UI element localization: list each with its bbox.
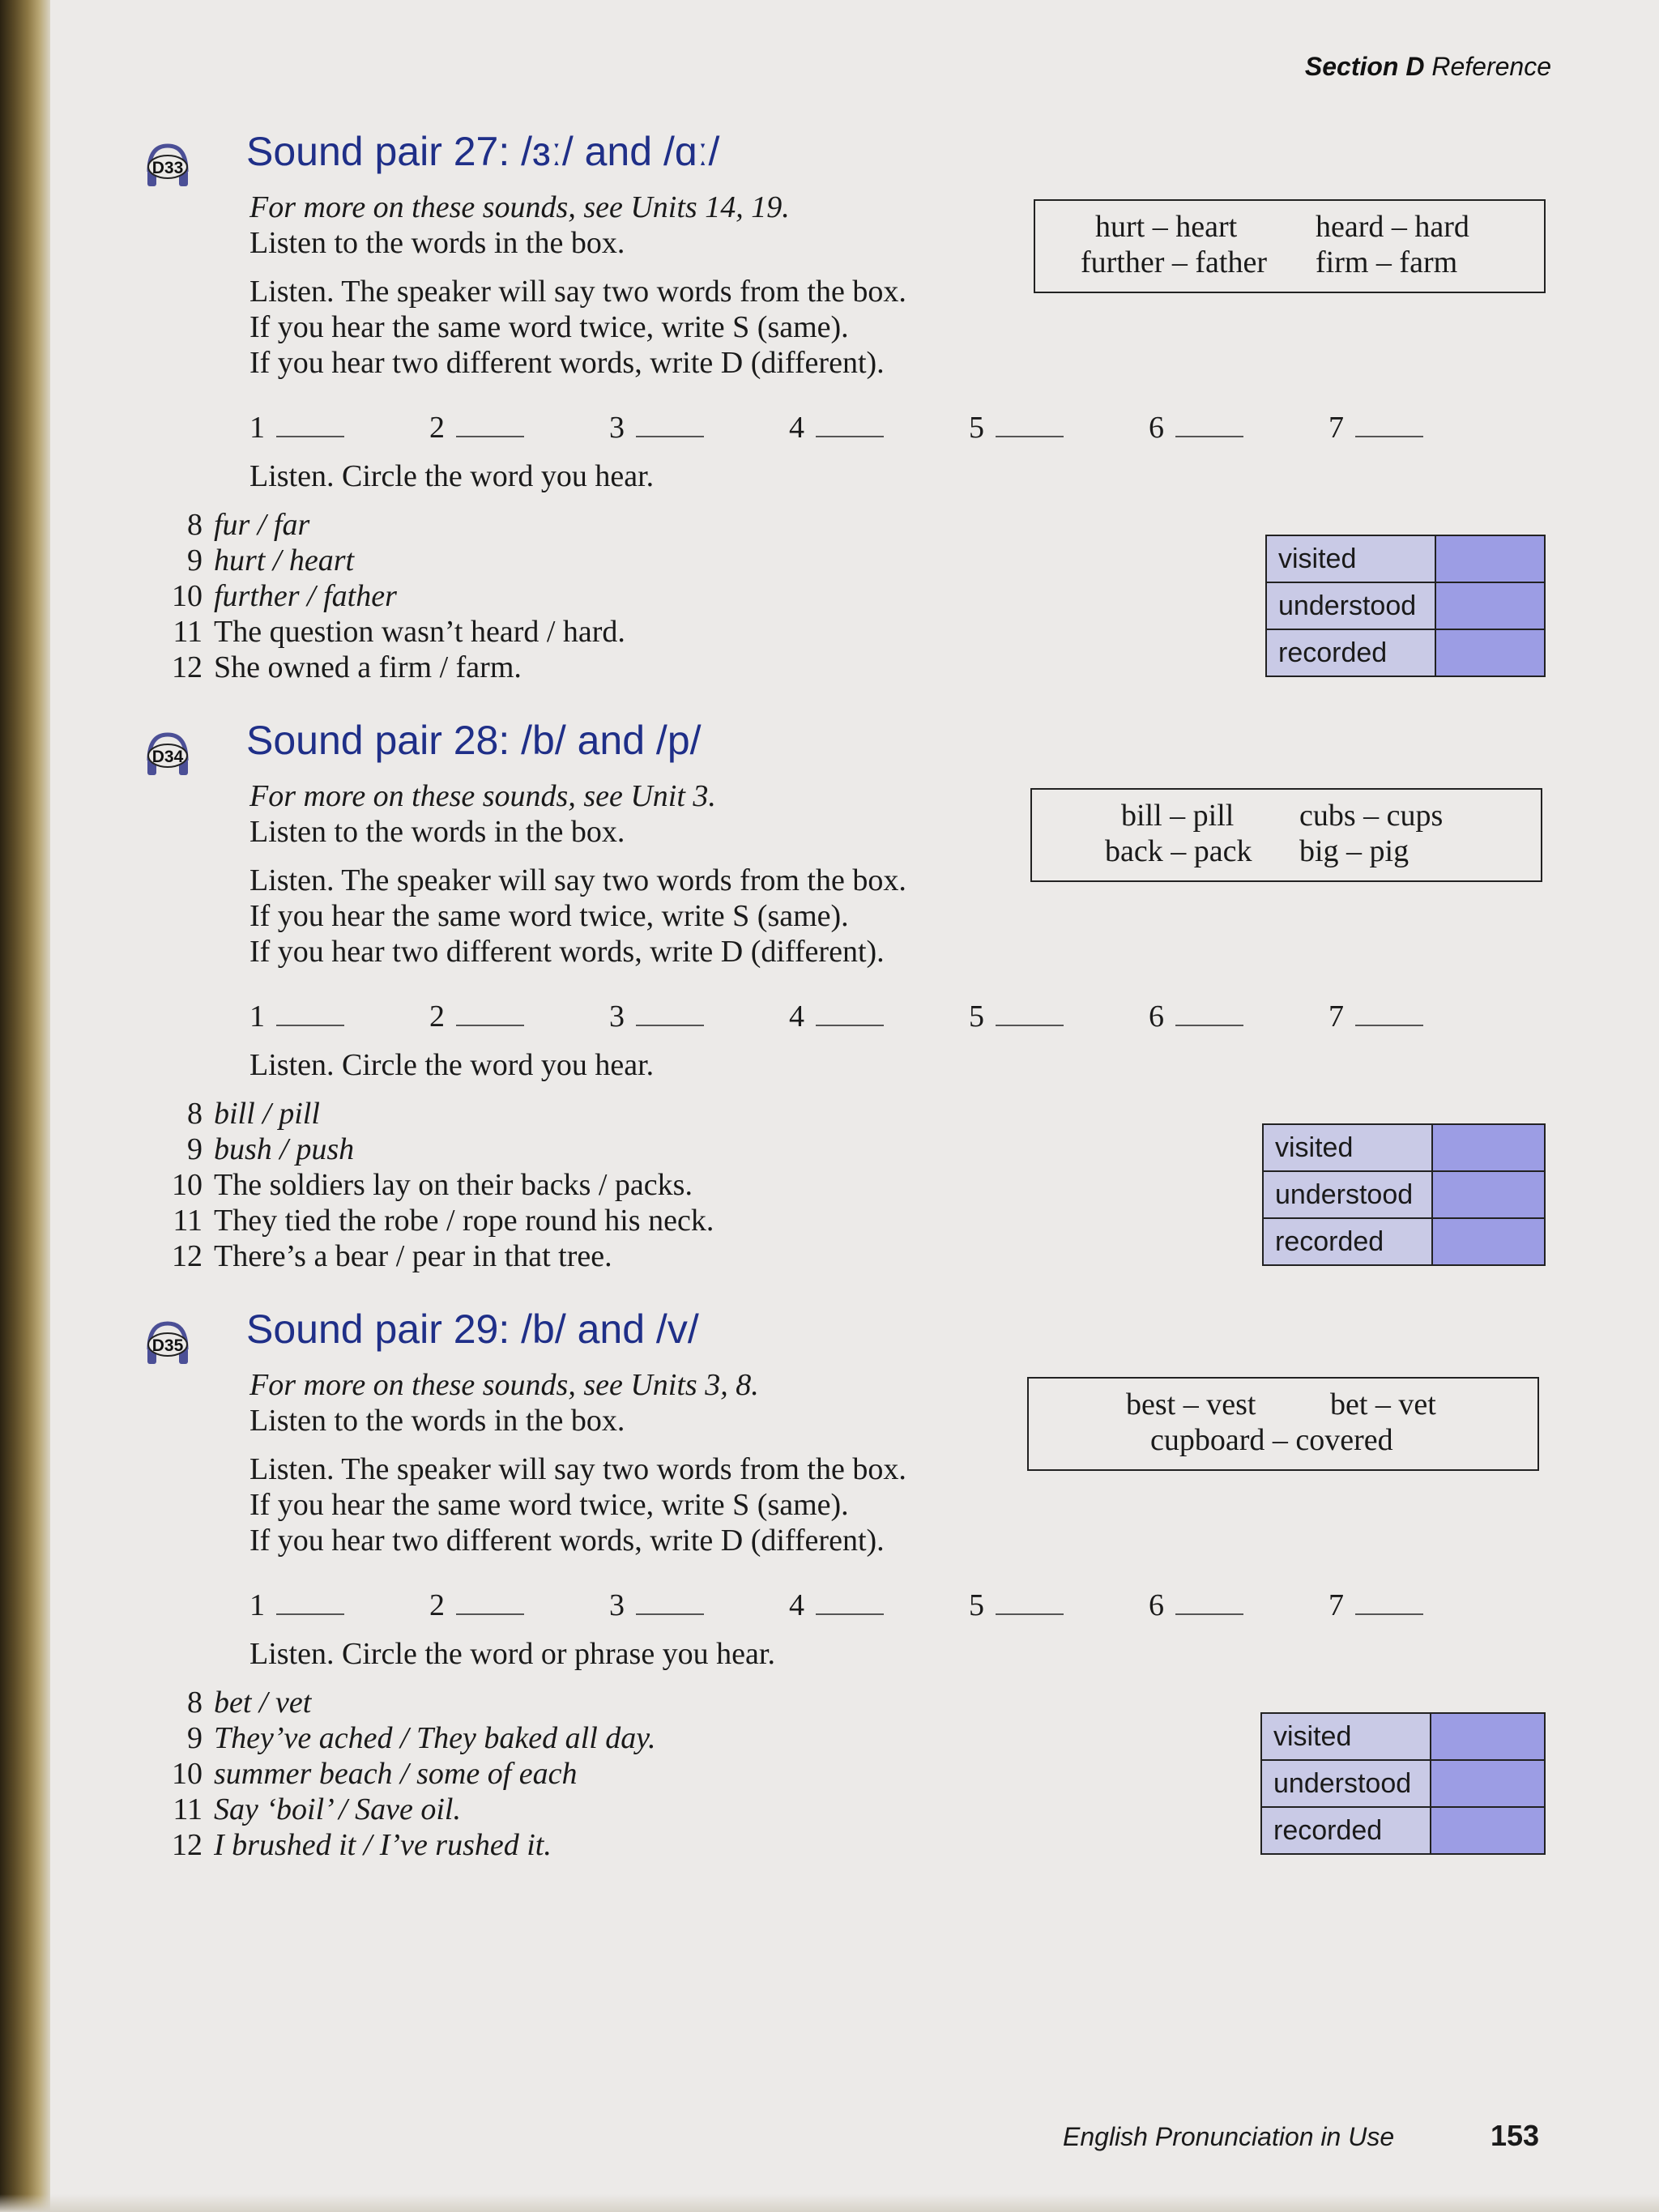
answer-blank[interactable]: 3 (609, 999, 704, 1034)
reference-label: Reference (1431, 52, 1551, 81)
sound-pair-section-28 (152, 717, 1546, 1284)
answer-blank[interactable]: 1 (249, 999, 344, 1034)
word-box (1030, 788, 1542, 882)
circle-instruction: Listen. Circle the word you hear. (249, 1048, 655, 1082)
answer-blank[interactable]: 4 (789, 410, 884, 445)
section-label: Section D (1304, 52, 1425, 81)
section-title: Sound pair 29: /b/ and /v/ (246, 1306, 699, 1352)
list-item[interactable]: 12 I brushed it / I’ve rushed it. (172, 1828, 552, 1862)
more-info: For more on these sounds, see Unit 3. (249, 779, 716, 813)
list-item[interactable]: 10 summer beach / some of each (172, 1757, 578, 1791)
section-title: Sound pair 28: /b/ and /p/ (246, 718, 702, 763)
sound-pair-section-29 (152, 1306, 1546, 1873)
word-pair: big – pig (1299, 834, 1410, 868)
progress-checkbox[interactable] (1432, 1124, 1545, 1171)
list-item[interactable]: 11 The question wasn’t heard / hard. (173, 615, 625, 649)
word-pair: best – vest (1126, 1387, 1256, 1421)
instruction-line: If you hear the same word twice, write S (same). (249, 1488, 849, 1522)
progress-checkbox[interactable] (1432, 1218, 1545, 1265)
progress-label: recorded (1266, 629, 1435, 676)
answer-blank[interactable]: 3 (609, 410, 704, 445)
progress-label: recorded (1261, 1807, 1431, 1854)
progress-table (1260, 1712, 1546, 1855)
answer-blank[interactable]: 5 (969, 410, 1064, 445)
progress-label: visited (1266, 535, 1435, 582)
page-edge (0, 2194, 1659, 2212)
instruction-line: Listen. The speaker will say two words from the box. (249, 275, 906, 309)
answer-blank[interactable]: 3 (609, 1588, 704, 1623)
progress-label: recorded (1263, 1218, 1432, 1265)
more-info: For more on these sounds, see Units 14, 19. (249, 190, 790, 224)
progress-checkbox[interactable] (1431, 1807, 1545, 1854)
progress-table (1262, 1123, 1546, 1266)
answer-blank[interactable]: 7 (1328, 1588, 1423, 1623)
progress-checkbox[interactable] (1435, 629, 1545, 676)
word-pair: bet – vet (1330, 1387, 1436, 1421)
instruction-line: If you hear the same word twice, write S (same). (249, 899, 849, 933)
headphones-icon (143, 728, 193, 778)
answer-blank[interactable]: 1 (249, 1588, 344, 1623)
answer-blank[interactable]: 7 (1328, 410, 1423, 445)
word-pair: further – father (1081, 245, 1267, 279)
word-pair: cubs – cups (1299, 799, 1444, 833)
word-pair: bill – pill (1121, 799, 1235, 833)
sound-pair-section-27 (152, 128, 1546, 695)
answer-row (249, 1588, 1546, 1628)
progress-checkbox[interactable] (1432, 1171, 1545, 1218)
progress-checkbox[interactable] (1431, 1713, 1545, 1760)
progress-label: understood (1266, 582, 1435, 629)
list-item[interactable]: 10 The soldiers lay on their backs / packs. (172, 1168, 693, 1202)
progress-label: understood (1263, 1171, 1432, 1218)
answer-row (249, 999, 1546, 1039)
instruction-line: Listen. The speaker will say two words from the box. (249, 1452, 906, 1486)
answer-blank[interactable]: 4 (789, 999, 884, 1034)
instruction-line: If you hear the same word twice, write S (same). (249, 310, 849, 344)
instruction-line: Listen. The speaker will say two words from the box. (249, 863, 906, 897)
word-box (1034, 199, 1546, 293)
progress-checkbox[interactable] (1431, 1760, 1545, 1807)
answer-blank[interactable]: 2 (429, 410, 524, 445)
answer-blank[interactable]: 5 (969, 999, 1064, 1034)
list-item[interactable]: 9 hurt / heart (187, 543, 355, 578)
progress-label: understood (1261, 1760, 1431, 1807)
answer-blank[interactable]: 7 (1328, 999, 1423, 1034)
word-box (1027, 1377, 1539, 1471)
listen-box-instruction: Listen to the words in the box. (249, 226, 625, 260)
progress-label: visited (1261, 1713, 1431, 1760)
headphones-icon (143, 1317, 193, 1367)
cd-track-label: D33 (151, 159, 184, 177)
instruction-line: If you hear two different words, write D (different). (249, 1524, 885, 1558)
more-info: For more on these sounds, see Units 3, 8. (249, 1368, 759, 1402)
list-item[interactable]: 8 fur / far (187, 508, 310, 542)
book-binding-shadow (0, 0, 50, 2212)
list-item[interactable]: 8 bet / vet (187, 1686, 312, 1720)
answer-blank[interactable]: 6 (1149, 410, 1243, 445)
listen-box-instruction: Listen to the words in the box. (249, 1404, 625, 1438)
word-pair: heard – hard (1316, 210, 1469, 244)
word-pair: cupboard – covered (1150, 1423, 1393, 1457)
progress-label: visited (1263, 1124, 1432, 1171)
cd-track-label: D35 (151, 1336, 184, 1355)
answer-blank[interactable]: 5 (969, 1588, 1064, 1623)
list-item[interactable]: 11 They tied the robe / rope round his neck. (173, 1204, 714, 1238)
word-pair: back – pack (1105, 834, 1252, 868)
book-title-footer: English Pronunciation in Use (1063, 2122, 1395, 2151)
answer-row (249, 410, 1546, 450)
cd-track-label: D34 (151, 748, 184, 766)
instruction-line: If you hear two different words, write D (different). (249, 346, 885, 380)
list-item[interactable]: 12 She owned a firm / farm. (172, 650, 522, 684)
word-pair: firm – farm (1316, 245, 1458, 279)
section-header (1305, 52, 1551, 82)
list-item[interactable]: 10 further / father (172, 579, 397, 613)
list-item[interactable]: 11 Say ‘boil’ / Save oil. (173, 1792, 461, 1826)
progress-checkbox[interactable] (1435, 582, 1545, 629)
answer-blank[interactable]: 1 (249, 410, 344, 445)
page-number: 153 (1491, 2119, 1540, 2152)
list-item[interactable]: 9 They’ve ached / They baked all day. (187, 1721, 656, 1755)
list-item[interactable]: 12 There’s a bear / pear in that tree. (172, 1239, 612, 1273)
answer-blank[interactable]: 6 (1149, 999, 1243, 1034)
circle-instruction: Listen. Circle the word or phrase you hear. (249, 1637, 775, 1671)
circle-instruction: Listen. Circle the word you hear. (249, 459, 655, 493)
progress-table (1265, 535, 1546, 677)
answer-blank[interactable]: 6 (1149, 1588, 1243, 1623)
listen-box-instruction: Listen to the words in the box. (249, 815, 625, 849)
section-title: Sound pair 27: /ɜː/ and /ɑː/ (246, 129, 720, 174)
list-item[interactable]: 9 bush / push (187, 1132, 355, 1166)
instruction-line: If you hear two different words, write D (different). (249, 935, 885, 969)
word-pair: hurt – heart (1095, 210, 1238, 244)
list-item[interactable]: 8 bill / pill (187, 1097, 320, 1131)
answer-blank[interactable]: 4 (789, 1588, 884, 1623)
answer-blank[interactable]: 2 (429, 1588, 524, 1623)
progress-checkbox[interactable] (1435, 535, 1545, 582)
answer-blank[interactable]: 2 (429, 999, 524, 1034)
headphones-icon (143, 139, 193, 190)
